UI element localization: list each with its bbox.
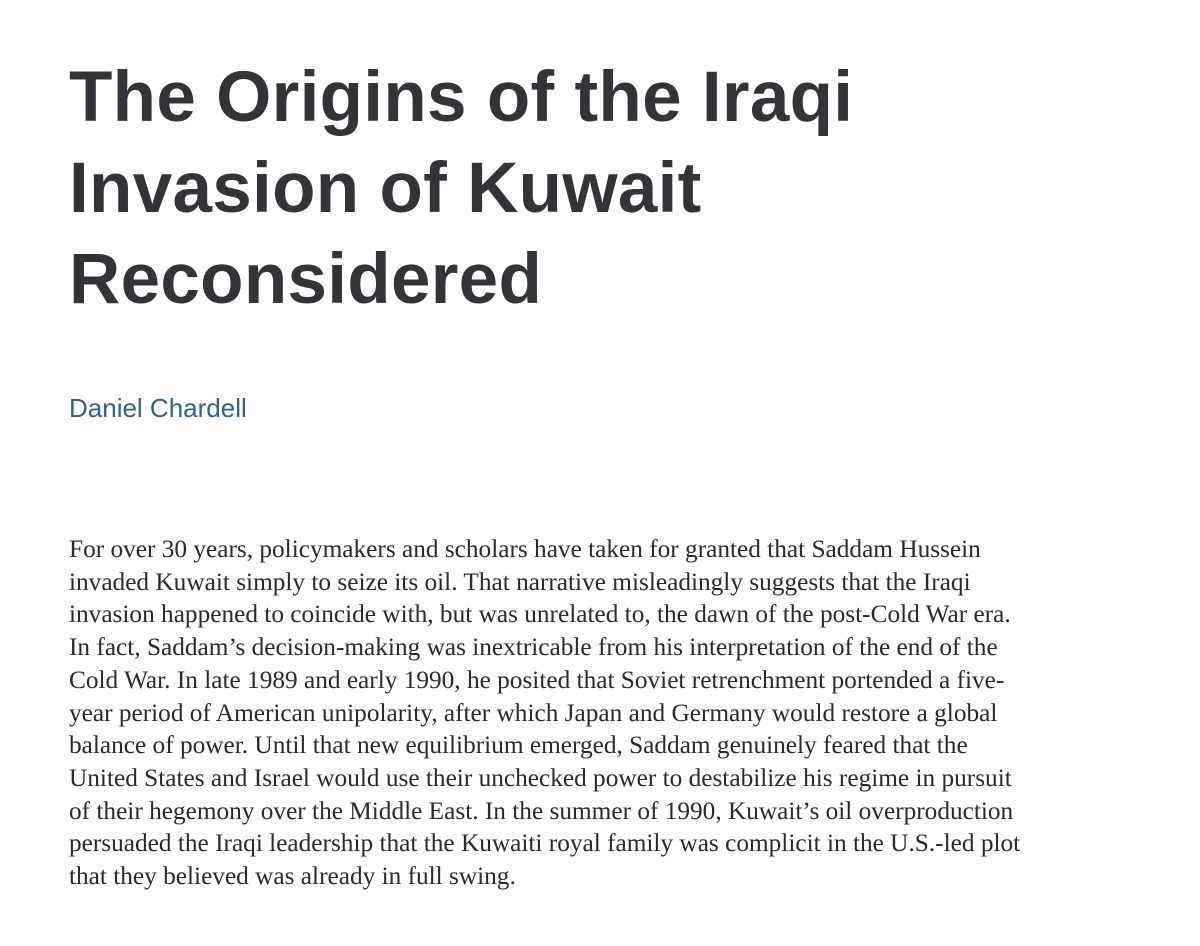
article-title <box>69 52 1069 325</box>
article-title-line: Reconsidered <box>69 240 543 319</box>
abstract-line: persuaded the Iraqi leadership that the Kuwaiti royal family was complicit in the U.S.-led plot <box>69 829 1021 858</box>
abstract-line: In fact, Saddam’s decision-making was inextricable from his interpretation of the end of the <box>69 633 998 662</box>
abstract-line: Cold War. In late 1989 and early 1990, he posited that Soviet retrenchment portended a five- <box>69 665 1005 694</box>
article-title-line: The Origins of the Iraqi <box>69 58 854 137</box>
abstract-line: year period of American unipolarity, after which Japan and Germany would restore a global <box>69 698 998 727</box>
abstract-line: invasion happened to coincide with, but was unrelated to, the dawn of the post-Cold War era. <box>69 600 1011 629</box>
abstract-line: that they believed was already in full swing. <box>69 862 516 891</box>
abstract-line: invaded Kuwait simply to seize its oil. That narrative misleadingly suggests that the Iraqi <box>69 567 971 596</box>
abstract-line: For over 30 years, policymakers and scholars have taken for granted that Saddam Hussein <box>69 535 981 563</box>
abstract-line: balance of power. Until that new equilibrium emerged, Saddam genuinely feared that the <box>69 731 968 760</box>
abstract-line: of their hegemony over the Middle East. In the summer of 1990, Kuwait’s oil overproduction <box>69 796 1014 825</box>
article-abstract <box>69 533 1189 893</box>
author-link[interactable]: Daniel Chardell <box>69 393 247 423</box>
abstract-line: United States and Israel would use their unchecked power to destabilize his regime in pursuit <box>69 763 1012 792</box>
article-title-line: Invasion of Kuwait <box>69 149 702 228</box>
